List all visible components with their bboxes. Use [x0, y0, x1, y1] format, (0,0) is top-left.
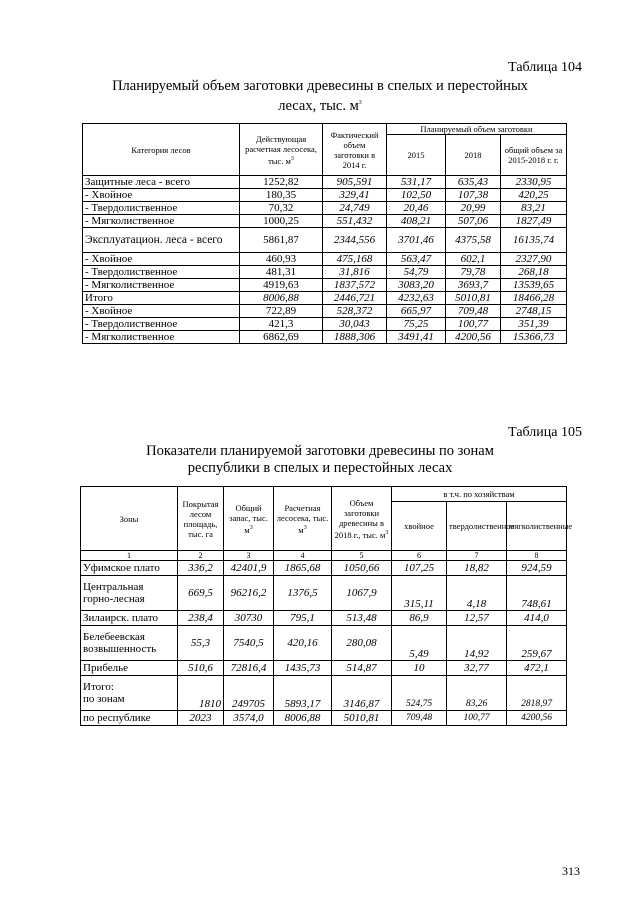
cell-cut: 795,1 [274, 611, 332, 626]
cell-con: 709,48 [392, 711, 447, 726]
header-harvest-2018: Объем заготовки древесины в 2018 г., тыс. $м^3$ [332, 487, 392, 551]
table-104 [82, 123, 567, 344]
cell-zone [81, 576, 178, 611]
cell-actual: 2446,721 [323, 292, 387, 305]
cell-area: 238,4 [178, 611, 224, 626]
cell-y2015: 665,97 [387, 305, 446, 318]
cell-soft: 4200,56 [507, 711, 567, 726]
cell-area: 1810 [178, 676, 224, 711]
cell-actual: 24,749 [323, 202, 387, 215]
cell-y2015: 54,79 [387, 266, 446, 279]
cell-zone [81, 711, 178, 726]
header-area: Покрытая лесом площадь, тыс. га [178, 487, 224, 551]
cell-cut: 8006,88 [240, 292, 323, 305]
cell-y2015: 75,25 [387, 318, 446, 331]
table-row [83, 202, 567, 215]
cell-hard: 12,57 [447, 611, 507, 626]
cell-y2018: 709,48 [446, 305, 501, 318]
cell-name: Итого [83, 292, 240, 305]
cell-cut: 1435,73 [274, 661, 332, 676]
cell-total: 83,21 [501, 202, 567, 215]
cell-hard: 14,92 [447, 626, 507, 661]
cell-actual: 905,591 [323, 176, 387, 189]
cell-hard: 100,77 [447, 711, 507, 726]
cell-cut: 6862,69 [240, 331, 323, 344]
cell-hard: 83,26 [447, 676, 507, 711]
table-105 [80, 486, 573, 726]
cell-con: 10 [392, 661, 447, 676]
cell-soft: 259,67 [507, 626, 567, 661]
table-104-label: Таблица 104 [508, 60, 582, 75]
cell-cut: 5861,87 [240, 228, 323, 253]
table-row [83, 266, 567, 279]
cell-actual: 1837,572 [323, 279, 387, 292]
cell-area: 336,2 [178, 561, 224, 576]
cell-hard: 18,82 [447, 561, 507, 576]
zone-name: Уфимское плато [83, 562, 160, 574]
table-row [83, 215, 567, 228]
table-row [83, 228, 567, 253]
cell-y2015: 408,21 [387, 215, 446, 228]
cell-stock: 96216,2 [224, 576, 274, 611]
cell-total: 420,25 [501, 189, 567, 202]
cell-hard: 32,77 [447, 661, 507, 676]
cell-y2018: 100,77 [446, 318, 501, 331]
cell-zone [81, 611, 178, 626]
column-number: 4 [274, 551, 332, 561]
cell-con: 524,75 [392, 676, 447, 711]
cell-soft: 748,61 [507, 576, 567, 611]
cell-cut: 722,89 [240, 305, 323, 318]
cell-y2015: 563,47 [387, 253, 446, 266]
table-row [81, 626, 567, 661]
cell-harvest: 3146,87 [332, 676, 392, 711]
cell-stock: 42401,9 [224, 561, 274, 576]
cell-con: 315,11 [392, 576, 447, 611]
column-number: 5 [332, 551, 392, 561]
cell-harvest: 280,08 [332, 626, 392, 661]
header-softwood: мягколиственные [507, 502, 567, 551]
cell-area: 510,6 [178, 661, 224, 676]
table-row [83, 253, 567, 266]
title-sup: 3 [358, 100, 362, 106]
cell-cut: 1865,68 [274, 561, 332, 576]
header-actual-2014: Фактический объем заготовки в 2014 г. [323, 124, 387, 176]
cell-y2015: 3701,46 [387, 228, 446, 253]
table-row [83, 279, 567, 292]
column-number: 1 [81, 551, 178, 561]
cell-zone [81, 661, 178, 676]
cell-stock: 72816,4 [224, 661, 274, 676]
cell-name: - Твердолиственное [83, 318, 240, 331]
cell-actual: 31,816 [323, 266, 387, 279]
title-line-1: Планируемый объем заготовки древесины в спелых и перестойных [112, 78, 528, 94]
cell-cut: 1000,25 [240, 215, 323, 228]
cell-hard: 4,18 [447, 576, 507, 611]
cell-y2015: 531,17 [387, 176, 446, 189]
cell-total: 351,39 [501, 318, 567, 331]
cell-y2015: 102,50 [387, 189, 446, 202]
table-row [81, 561, 567, 576]
cell-y2018: 507,06 [446, 215, 501, 228]
zone-name: Прибелье [83, 662, 129, 674]
cell-zone [81, 561, 178, 576]
cell-soft: 2818,97 [507, 676, 567, 711]
cell-y2018: 20,99 [446, 202, 501, 215]
cell-cut: 1252,82 [240, 176, 323, 189]
header-category: Категория лесов [83, 124, 240, 176]
column-number: 2 [178, 551, 224, 561]
cell-cut: 5893,17 [274, 676, 332, 711]
zone-name: по республике [83, 712, 151, 724]
cell-y2018: 3693,7 [446, 279, 501, 292]
column-number: 3 [224, 551, 274, 561]
cell-y2018: 4375,58 [446, 228, 501, 253]
zone-name: Зилаирск. плато [83, 612, 159, 624]
cell-con: 107,25 [392, 561, 447, 576]
table-row [83, 176, 567, 189]
cell-stock: 249705 [224, 676, 274, 711]
cell-y2018: 107,38 [446, 189, 501, 202]
header-2018: 2018 [446, 135, 501, 176]
header-by-farms: в т.ч. по хозяйствам [392, 487, 567, 502]
cell-cut: 1376,5 [274, 576, 332, 611]
zone-name: Центральная [83, 581, 144, 593]
table-row [83, 318, 567, 331]
cell-actual: 2344,556 [323, 228, 387, 253]
table-row [81, 661, 567, 676]
cell-harvest: 1050,66 [332, 561, 392, 576]
cell-name: - Мягколиственное [83, 331, 240, 344]
cell-y2018: 602,1 [446, 253, 501, 266]
cell-cut: 481,31 [240, 266, 323, 279]
cell-name: Эксплуатацион. леса - всего [83, 228, 240, 253]
cell-cut: 4919,63 [240, 279, 323, 292]
zone-name-line2: горно-лесная [83, 593, 145, 605]
cell-y2018: 635,43 [446, 176, 501, 189]
table-row [83, 331, 567, 344]
cell-total: 268,18 [501, 266, 567, 279]
cell-actual: 1888,306 [323, 331, 387, 344]
cell-actual: 30,043 [323, 318, 387, 331]
table-row [81, 676, 567, 711]
column-number: 6 [392, 551, 447, 561]
cell-y2018: 5010,81 [446, 292, 501, 305]
cell-name: - Мягколиственное [83, 279, 240, 292]
header-total: общий объем за 2015-2018 г. г. [501, 135, 567, 176]
cell-cut: 420,16 [274, 626, 332, 661]
column-number: 7 [447, 551, 507, 561]
header-2015: 2015 [387, 135, 446, 176]
cell-y2015: 3083,20 [387, 279, 446, 292]
cell-y2015: 3491,41 [387, 331, 446, 344]
column-number: 8 [507, 551, 567, 561]
header-coniferous: хвойное [392, 502, 447, 551]
cell-name: - Мягколиственное [83, 215, 240, 228]
header-hardwood: твердолиственное [447, 502, 507, 551]
cell-soft: 924,59 [507, 561, 567, 576]
cell-soft: 414,0 [507, 611, 567, 626]
cell-stock: 3574,0 [224, 711, 274, 726]
cell-y2015: 4232,63 [387, 292, 446, 305]
header-zones: Зоны [81, 487, 178, 551]
title-line-2: лесах, тыс. м [278, 97, 359, 114]
cell-total: 2748,15 [501, 305, 567, 318]
table-row [81, 711, 567, 726]
header-stock: Общий запас, тыс. $м^3$ [224, 487, 274, 551]
cell-actual: 475,168 [323, 253, 387, 266]
table-104-title [70, 78, 570, 115]
table-105-label: Таблица 105 [508, 425, 582, 440]
cell-harvest: 513,48 [332, 611, 392, 626]
table-row [83, 292, 567, 305]
cell-con: 5,49 [392, 626, 447, 661]
cell-cut: 180,35 [240, 189, 323, 202]
cell-total: 1827,49 [501, 215, 567, 228]
header-planned: Планируемый объем заготовки [387, 124, 567, 135]
header-allowable-cut: Действующая расчетная лесосека, тыс. $м^3$ [240, 124, 323, 176]
cell-cut: 460,93 [240, 253, 323, 266]
cell-zone [81, 626, 178, 661]
table-row [83, 305, 567, 318]
cell-area: 669,5 [178, 576, 224, 611]
cell-total: 15366,73 [501, 331, 567, 344]
cell-name: - Твердолиственное [83, 202, 240, 215]
cell-total: 18466,28 [501, 292, 567, 305]
cell-total: 2327,90 [501, 253, 567, 266]
cell-cut: 70,32 [240, 202, 323, 215]
table-row [81, 576, 567, 611]
cell-cut: 421,3 [240, 318, 323, 331]
column-number-row [81, 551, 567, 561]
zone-name-line2: по зонам [83, 693, 125, 705]
cell-cut: 8006,88 [274, 711, 332, 726]
cell-name: - Хвойное [83, 305, 240, 318]
cell-actual: 551,432 [323, 215, 387, 228]
cell-stock: 7540,5 [224, 626, 274, 661]
zone-name: Итого: [83, 681, 114, 693]
cell-name: Защитные леса - всего [83, 176, 240, 189]
cell-stock: 30730 [224, 611, 274, 626]
cell-soft: 472,1 [507, 661, 567, 676]
cell-name: - Хвойное [83, 189, 240, 202]
cell-y2015: 20,46 [387, 202, 446, 215]
cell-harvest: 5010,81 [332, 711, 392, 726]
header-cut: Расчетная лесосека, тыс. $м^3$ [274, 487, 332, 551]
cell-con: 86,9 [392, 611, 447, 626]
cell-y2018: 4200,56 [446, 331, 501, 344]
zone-name: Белебеевская [83, 631, 145, 643]
cell-total: 2330,95 [501, 176, 567, 189]
cell-name: - Хвойное [83, 253, 240, 266]
cell-harvest: 1067,9 [332, 576, 392, 611]
cell-zone [81, 676, 178, 711]
page-number: 313 [562, 864, 580, 878]
title-line-1: Показатели планируемой заготовки древесины по зонам [146, 443, 494, 459]
cell-actual: 329,41 [323, 189, 387, 202]
title-line-2: республики в спелых и перестойных лесах [187, 460, 453, 476]
cell-total: 16135,74 [501, 228, 567, 253]
cell-name: - Твердолиственное [83, 266, 240, 279]
cell-harvest: 514,87 [332, 661, 392, 676]
table-row [83, 189, 567, 202]
cell-actual: 528,372 [323, 305, 387, 318]
table-row [81, 611, 567, 626]
cell-total: 13539,65 [501, 279, 567, 292]
zone-name-line2: возвышенность [83, 643, 157, 655]
cell-y2018: 79,78 [446, 266, 501, 279]
cell-area: 2023 [178, 711, 224, 726]
table-105-title [70, 443, 570, 477]
cell-area: 55,3 [178, 626, 224, 661]
